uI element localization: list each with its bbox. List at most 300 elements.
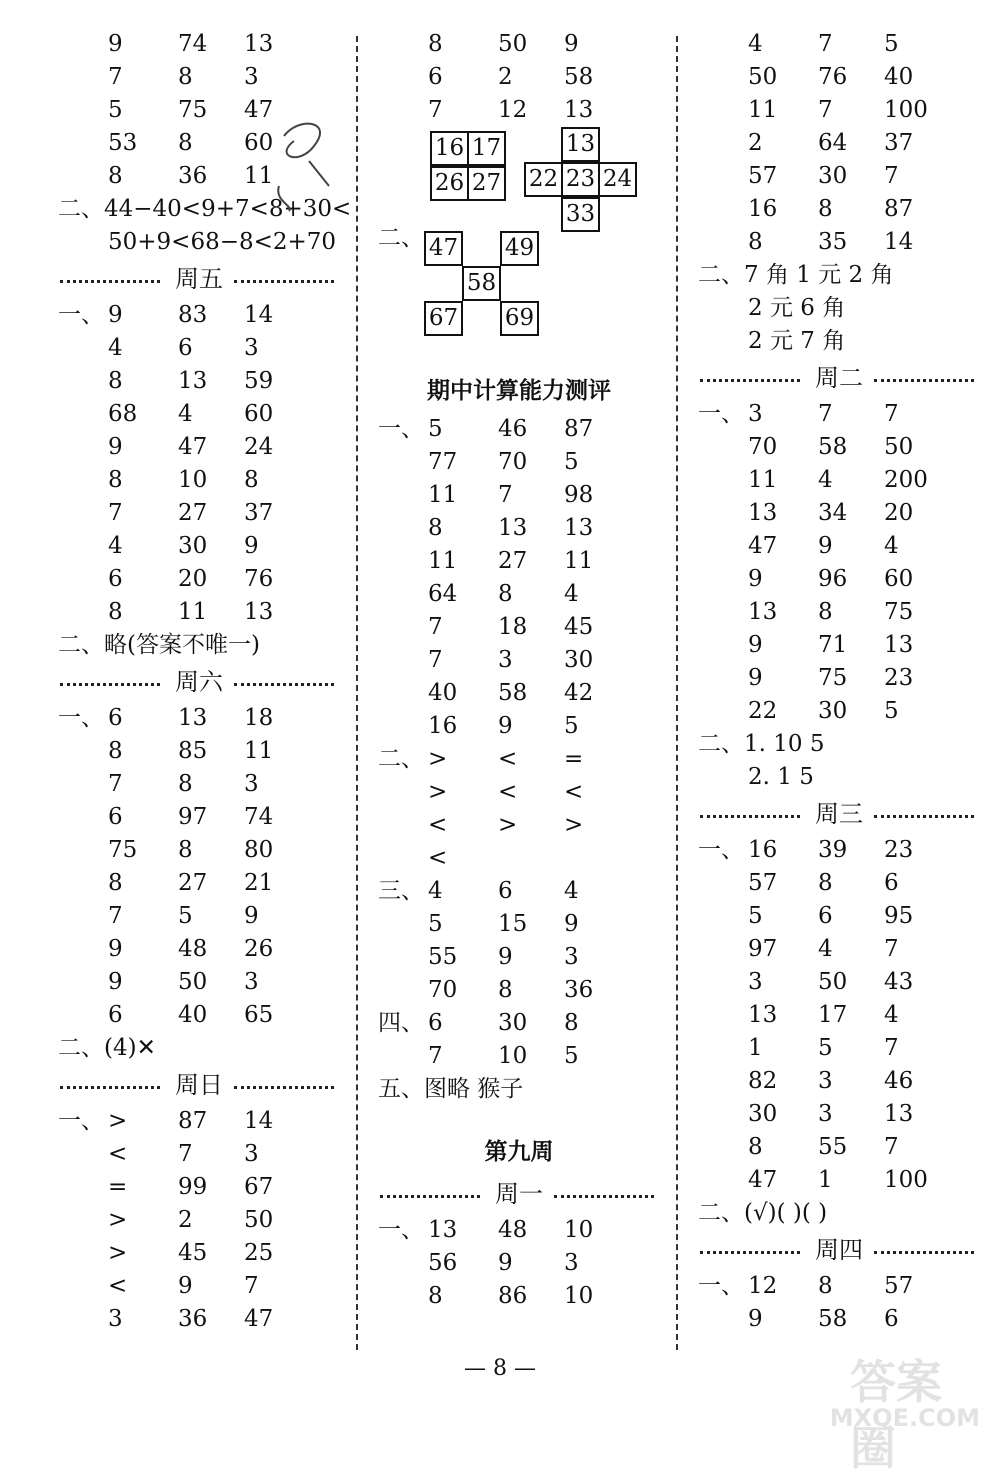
- answer-value: =: [108, 1174, 128, 1200]
- answer-value: 12: [498, 97, 528, 123]
- answer-value: 96: [818, 566, 848, 592]
- answer-value: 46: [498, 416, 528, 442]
- answer-value: 7: [108, 64, 123, 90]
- answer-row: [378, 1280, 660, 1313]
- answer-row: [378, 611, 660, 644]
- answer-row: [698, 1131, 980, 1164]
- section-title: 周一: [495, 1180, 543, 1208]
- answer-value: 75: [108, 837, 138, 863]
- answer-value: 9: [244, 903, 259, 929]
- answer-value: 9: [108, 936, 123, 962]
- answer-value: 70: [498, 449, 528, 475]
- answer-value: 11: [178, 599, 208, 625]
- answer-row: [378, 974, 660, 1007]
- answer-row: [698, 933, 980, 966]
- answer-value: 4: [884, 1002, 899, 1028]
- answer-value: 3: [748, 401, 763, 427]
- answer-value: 87: [884, 196, 914, 222]
- answer-value: 6: [178, 335, 193, 361]
- grid-cell: 27: [467, 166, 506, 201]
- answer-value: 11: [748, 467, 778, 493]
- answer-column-1: [58, 28, 352, 1336]
- answer-row: [698, 1032, 980, 1065]
- answer-value: 100: [884, 97, 928, 123]
- answer-value: 65: [244, 1002, 274, 1028]
- answer-value: 3: [818, 1101, 833, 1127]
- question-label: 一、: [378, 416, 424, 442]
- answer-value: 11: [564, 548, 594, 574]
- answer-value: 36: [564, 977, 594, 1003]
- answer-value: 13: [564, 515, 594, 541]
- answer-row: [698, 999, 980, 1032]
- answer-value: 7: [108, 771, 123, 797]
- answer-line: [698, 325, 980, 358]
- answer-value: >: [428, 746, 448, 772]
- answer-value: 71: [818, 632, 848, 658]
- answer-value: 16: [748, 837, 778, 863]
- answer-value: 70: [428, 977, 458, 1003]
- answer-value: 60: [244, 401, 274, 427]
- answer-value: 87: [178, 1108, 208, 1134]
- answer-row: [378, 61, 660, 94]
- answer-row: [698, 596, 980, 629]
- answer-value: 22: [748, 698, 778, 724]
- answer-row: [58, 365, 340, 398]
- answer-value: 45: [178, 1240, 208, 1266]
- answer-value: 13: [884, 1101, 914, 1127]
- answer-row: [58, 999, 340, 1032]
- answer-row: [698, 1164, 980, 1197]
- section-title-midterm: 期中计算能力测评: [427, 378, 611, 404]
- answer-value: 47: [244, 97, 274, 123]
- grid-cell: 17: [467, 131, 506, 166]
- answer-value: 8: [818, 599, 833, 625]
- answer-row: [58, 768, 340, 801]
- answer-value: 4: [884, 533, 899, 559]
- answer-row: [378, 809, 660, 842]
- answer-value: 8: [498, 581, 513, 607]
- answer-value: 99: [178, 1174, 208, 1200]
- answer-value: 8: [564, 1010, 579, 1036]
- answer-value: 11: [428, 482, 458, 508]
- answer-value: 98: [564, 482, 594, 508]
- section-header-week6: [58, 662, 340, 702]
- answer-row: [58, 464, 340, 497]
- answer-row: [58, 1105, 340, 1138]
- grid-cell: 24: [598, 162, 637, 197]
- page-number: — 8 —: [464, 1356, 536, 1381]
- answer-value: 3: [564, 944, 579, 970]
- watermark-url: MXQE.COM: [829, 1404, 980, 1432]
- answer-value: 42: [564, 680, 594, 706]
- answer-value: 37: [884, 130, 914, 156]
- answer-row: [698, 497, 980, 530]
- watermark-logo: [810, 1346, 980, 1475]
- answer-rows: [698, 1270, 980, 1336]
- answer-value: 13: [748, 1002, 778, 1028]
- answer-line: [698, 259, 980, 292]
- section-title: 周四: [815, 1236, 863, 1264]
- section-title: 周六: [175, 668, 223, 696]
- answer-row: [698, 966, 980, 999]
- answer-row: [698, 398, 980, 431]
- answer-value: 14: [884, 229, 914, 255]
- answer-line: [58, 226, 340, 259]
- grid-cell: 69: [500, 301, 539, 336]
- answer-value: 40: [178, 1002, 208, 1028]
- answer-value: 20: [178, 566, 208, 592]
- answer-row: [58, 398, 340, 431]
- answer-value: 5: [564, 449, 579, 475]
- answer-value: 35: [818, 229, 848, 255]
- answer-row: [58, 596, 340, 629]
- answer-row: [698, 1303, 980, 1336]
- answer-value: 95: [884, 903, 914, 929]
- answer-value: 30: [498, 1010, 528, 1036]
- answer-value: 43: [884, 969, 914, 995]
- answer-row: [378, 1214, 660, 1247]
- answer-value: 45: [564, 614, 594, 640]
- answer-value: 8: [428, 515, 443, 541]
- answer-value: 7: [428, 97, 443, 123]
- answer-value: >: [108, 1108, 128, 1134]
- answer-row: [698, 695, 980, 728]
- answer-value: 8: [178, 64, 193, 90]
- answer-line: [698, 761, 980, 794]
- answer-row: [58, 966, 340, 999]
- answer-row: [58, 1237, 340, 1270]
- answer-value: 46: [884, 1068, 914, 1094]
- answer-line: [58, 629, 340, 662]
- answer-value: 25: [244, 1240, 274, 1266]
- answer-rows: [698, 398, 980, 728]
- answer-value: 14: [244, 1108, 274, 1134]
- answer-value: <: [428, 812, 448, 838]
- answer-value: 5: [884, 698, 899, 724]
- answer-value: 83: [178, 302, 208, 328]
- answer-value: 6: [108, 804, 123, 830]
- answer-value: 8: [178, 837, 193, 863]
- answer-rows: [378, 1007, 660, 1073]
- answer-value: 86: [498, 1283, 528, 1309]
- answer-value: 3: [748, 969, 763, 995]
- answer-value: 39: [818, 837, 848, 863]
- answer-value: 3: [564, 1250, 579, 1276]
- answer-value: 27: [178, 870, 208, 896]
- answer-row: [698, 563, 980, 596]
- answer-value: =: [564, 746, 584, 772]
- answer-row: [58, 28, 340, 61]
- answer-row: [698, 900, 980, 933]
- answer-value: 4: [818, 936, 833, 962]
- answer-rows: [58, 299, 340, 629]
- answer-value: 82: [748, 1068, 778, 1094]
- answer-row: [698, 28, 980, 61]
- answer-text: 二、(4)✕: [58, 1035, 156, 1061]
- section-header-monday: [378, 1174, 660, 1214]
- answer-value: 5: [748, 903, 763, 929]
- answer-value: 55: [818, 1134, 848, 1160]
- answer-rows: [378, 1214, 660, 1313]
- question-label: 一、: [698, 1273, 744, 1299]
- answer-value: 9: [498, 713, 513, 739]
- answer-value: 47: [178, 434, 208, 460]
- answer-value: 6: [818, 903, 833, 929]
- answer-line: [698, 292, 980, 325]
- answer-value: 13: [244, 31, 274, 57]
- column-divider: [356, 36, 358, 1350]
- answer-value: 74: [178, 31, 208, 57]
- answer-value: 7: [884, 936, 899, 962]
- answer-value: 9: [564, 31, 579, 57]
- answer-value: 10: [564, 1283, 594, 1309]
- grid-cell: 47: [424, 231, 463, 266]
- answer-value: 13: [244, 599, 274, 625]
- answer-row: [378, 1247, 660, 1280]
- answer-value: 5: [564, 713, 579, 739]
- question-label: 一、: [58, 1108, 104, 1134]
- answer-value: 2: [748, 130, 763, 156]
- answer-value: 97: [178, 804, 208, 830]
- answer-value: 9: [108, 302, 123, 328]
- answer-value: 30: [818, 698, 848, 724]
- answer-value: 13: [748, 599, 778, 625]
- answer-value: 1: [818, 1167, 833, 1193]
- answer-value: 64: [428, 581, 458, 607]
- answer-value: 3: [244, 771, 259, 797]
- answer-value: 8: [428, 1283, 443, 1309]
- answer-value: 6: [428, 1010, 443, 1036]
- answer-value: 8: [108, 467, 123, 493]
- answer-value: 8: [428, 31, 443, 57]
- answer-value: 6: [498, 878, 513, 904]
- answer-rows: [378, 28, 660, 127]
- answer-line: [698, 1197, 980, 1230]
- answer-value: 58: [498, 680, 528, 706]
- answer-value: 2: [178, 1207, 193, 1233]
- answer-value: 3: [108, 1306, 123, 1332]
- answer-value: 53: [108, 130, 138, 156]
- watermark-text: 答案圈: [850, 1355, 942, 1475]
- answer-row: [698, 834, 980, 867]
- section-header-thursday: [698, 1230, 980, 1270]
- answer-row: [378, 875, 660, 908]
- answer-row: [698, 1065, 980, 1098]
- answer-value: 11: [748, 97, 778, 123]
- answer-text: 五、图略 猴子: [378, 1076, 524, 1102]
- answer-row: [58, 801, 340, 834]
- answer-value: 7: [498, 482, 513, 508]
- answer-row: [58, 867, 340, 900]
- question-label: 四、: [378, 1010, 424, 1036]
- grid-cell: 58: [462, 266, 501, 301]
- answer-value: 4: [178, 401, 193, 427]
- answer-value: 10: [498, 1043, 528, 1069]
- answer-value: <: [564, 779, 584, 805]
- answer-value: 9: [178, 1273, 193, 1299]
- answer-value: >: [108, 1240, 128, 1266]
- answer-value: 13: [178, 705, 208, 731]
- grid-cell: 26: [430, 166, 469, 201]
- grid-cell: 16: [430, 131, 469, 166]
- answer-value: <: [108, 1141, 128, 1167]
- answer-value: 3: [244, 335, 259, 361]
- answer-row: [698, 61, 980, 94]
- answer-value: 13: [748, 500, 778, 526]
- answer-row: [378, 743, 660, 776]
- answer-value: 7: [884, 163, 899, 189]
- answer-value: 50: [818, 969, 848, 995]
- answer-value: 4: [748, 31, 763, 57]
- answer-value: 100: [884, 1167, 928, 1193]
- section-title: 周日: [175, 1071, 223, 1099]
- answer-value: 57: [748, 163, 778, 189]
- answer-row: [698, 127, 980, 160]
- answer-value: 6: [108, 1002, 123, 1028]
- answer-value: 7: [818, 31, 833, 57]
- answer-value: 30: [178, 533, 208, 559]
- answer-value: 9: [818, 533, 833, 559]
- answer-value: 87: [564, 416, 594, 442]
- answer-value: 34: [818, 500, 848, 526]
- answer-value: 17: [818, 1002, 848, 1028]
- answer-value: 50: [178, 969, 208, 995]
- answer-value: 7: [108, 903, 123, 929]
- answer-value: 74: [244, 804, 274, 830]
- answer-value: 48: [178, 936, 208, 962]
- grid-cell: 13: [561, 127, 600, 162]
- answer-value: 18: [244, 705, 274, 731]
- answer-value: 50: [748, 64, 778, 90]
- answer-value: 50: [244, 1207, 274, 1233]
- answer-value: 16: [428, 713, 458, 739]
- grid-cell: 23: [561, 162, 600, 197]
- answer-value: 36: [178, 1306, 208, 1332]
- answer-text: 二、(√)( )( ): [698, 1200, 828, 1226]
- answer-row: [698, 226, 980, 259]
- answer-row: [698, 160, 980, 193]
- answer-value: 11: [244, 163, 274, 189]
- answer-value: 80: [244, 837, 274, 863]
- answer-value: 14: [244, 302, 274, 328]
- answer-value: <: [498, 779, 518, 805]
- answer-value: 26: [244, 936, 274, 962]
- question-label: 一、: [58, 705, 104, 731]
- answer-value: 5: [884, 31, 899, 57]
- answer-value: 27: [498, 548, 528, 574]
- answer-value: 1: [748, 1035, 763, 1061]
- answer-value: 3: [244, 1141, 259, 1167]
- grid-cell: 33: [561, 197, 600, 232]
- answer-row: [58, 735, 340, 768]
- answer-value: >: [108, 1207, 128, 1233]
- answer-value: 64: [818, 130, 848, 156]
- answer-row: [378, 644, 660, 677]
- answer-value: <: [498, 746, 518, 772]
- answer-value: 13: [884, 632, 914, 658]
- pencil-scribble: [254, 116, 354, 226]
- answer-value: 6: [884, 1306, 899, 1332]
- answer-row: [58, 1171, 340, 1204]
- section-header-week5: [58, 259, 340, 299]
- answer-value: 56: [428, 1250, 458, 1276]
- answer-text: 二、44−40<9+7<8+30<: [58, 196, 352, 222]
- answer-line: [378, 1073, 660, 1106]
- answer-row: [378, 413, 660, 446]
- grid-cell: 49: [500, 231, 539, 266]
- answer-text: 二、略(答案不唯一): [58, 632, 260, 658]
- question-label: 一、: [698, 837, 744, 863]
- section-header-tuesday: [698, 358, 980, 398]
- answer-row: [58, 1270, 340, 1303]
- answer-value: 76: [818, 64, 848, 90]
- answer-rows: [698, 834, 980, 1197]
- answer-value: 7: [428, 614, 443, 640]
- answer-value: 47: [748, 1167, 778, 1193]
- answer-value: 68: [108, 401, 138, 427]
- answer-row: [698, 629, 980, 662]
- answer-column-3: [698, 28, 980, 1336]
- grid-cell: 22: [524, 162, 563, 197]
- answer-value: 60: [884, 566, 914, 592]
- answer-value: 23: [884, 665, 914, 691]
- answer-value: 48: [498, 1217, 528, 1243]
- answer-value: 6: [884, 870, 899, 896]
- answer-value: 5: [564, 1043, 579, 1069]
- answer-value: 27: [178, 500, 208, 526]
- answer-value: 8: [108, 163, 123, 189]
- answer-value: 24: [244, 434, 274, 460]
- answer-row: [698, 1098, 980, 1131]
- answer-value: 97: [748, 936, 778, 962]
- answer-row: [698, 193, 980, 226]
- answer-value: 8: [818, 1273, 833, 1299]
- answer-value: 7: [818, 97, 833, 123]
- answer-value: 11: [428, 548, 458, 574]
- answer-row: [378, 1007, 660, 1040]
- answer-row: [698, 94, 980, 127]
- answer-row: [58, 702, 340, 735]
- answer-row: [378, 545, 660, 578]
- answer-value: 5: [428, 416, 443, 442]
- answer-row: [58, 530, 340, 563]
- answer-value: 13: [428, 1217, 458, 1243]
- answer-row: [378, 94, 660, 127]
- answer-value: 8: [748, 229, 763, 255]
- answer-value: 36: [178, 163, 208, 189]
- answer-row: [58, 1303, 340, 1336]
- answer-row: [698, 464, 980, 497]
- answer-row: [58, 900, 340, 933]
- question-label: 一、: [378, 1217, 424, 1243]
- answer-row: [58, 933, 340, 966]
- answer-value: 70: [748, 434, 778, 460]
- grid-cell: 67: [424, 301, 463, 336]
- answer-value: 23: [884, 837, 914, 863]
- answer-value: 9: [748, 632, 763, 658]
- answer-value: 58: [818, 1306, 848, 1332]
- answer-row: [58, 431, 340, 464]
- answer-value: 12: [748, 1273, 778, 1299]
- answer-value: 7: [108, 500, 123, 526]
- answer-value: 5: [108, 97, 123, 123]
- column-divider: [676, 36, 678, 1350]
- answer-value: 59: [244, 368, 274, 394]
- answer-row: [698, 530, 980, 563]
- answer-text: 2 元 7 角: [748, 328, 846, 354]
- answer-value: <: [428, 845, 448, 871]
- answer-row: [698, 662, 980, 695]
